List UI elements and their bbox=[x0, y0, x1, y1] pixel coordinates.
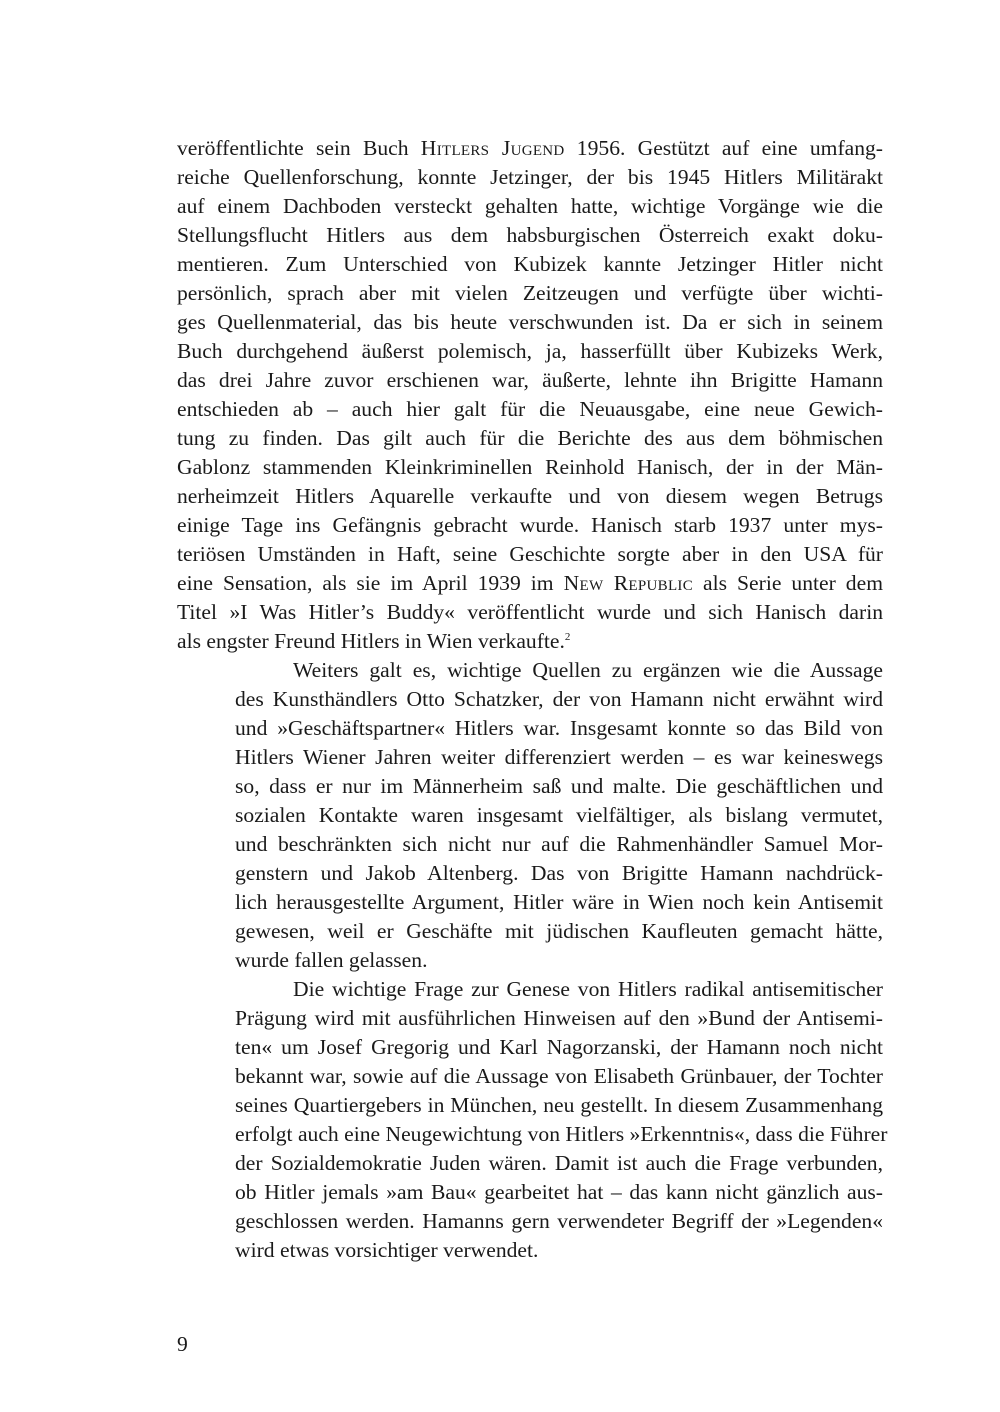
text-segment: entschieden ab – auch hier galt für die Neuausgabe, eine neue Gewich- bbox=[177, 397, 883, 421]
text-segment: und »Geschäftspartner« Hitlers war. Insgesamt konnte so das Bild von bbox=[235, 716, 883, 740]
text-line bbox=[177, 743, 883, 772]
text-line bbox=[177, 424, 883, 453]
text-segment: als engster Freund Hitlers in Wien verkaufte. bbox=[177, 629, 565, 653]
text-line bbox=[177, 279, 883, 308]
text-line bbox=[177, 772, 883, 801]
text-segment: ob Hitler jemals »am Bau« gearbeitet hat – das kann nicht gänzlich aus- bbox=[235, 1180, 883, 1204]
text-segment: lich herausgestellte Argument, Hitler wäre in Wien noch kein Antisemit bbox=[235, 890, 883, 914]
text-line bbox=[177, 395, 883, 424]
text-segment: und beschränkten sich nicht nur auf die Rahmenhändler Samuel Mor- bbox=[235, 832, 883, 856]
text-segment: tung zu finden. Das gilt auch für die Berichte des aus dem böhmischen bbox=[177, 426, 883, 450]
paragraph bbox=[177, 134, 883, 656]
title-smallcaps: New Republic bbox=[563, 571, 694, 595]
text-segment: wird etwas vorsichtiger verwendet. bbox=[235, 1238, 539, 1262]
text-line bbox=[177, 946, 883, 975]
text-segment: einige Tage ins Gefängnis gebracht wurde. Hanisch starb 1937 unter mys- bbox=[177, 513, 883, 537]
text-line bbox=[177, 598, 883, 627]
text-line bbox=[177, 163, 883, 192]
text-segment: persönlich, sprach aber mit vielen Zeitzeugen und verfügte über wichti- bbox=[177, 281, 883, 305]
text-segment: eine Sensation, als sie im April 1939 im bbox=[177, 571, 564, 595]
text-segment: auf einem Dachboden versteckt gehalten hatte, wichtige Vorgänge wie die bbox=[177, 194, 883, 218]
text-segment: der Sozialdemokratie Juden wären. Damit ist auch die Frage verbunden, bbox=[235, 1151, 883, 1175]
body-text bbox=[177, 134, 888, 1265]
text-line bbox=[177, 540, 883, 569]
text-line bbox=[177, 1149, 883, 1178]
paragraph bbox=[177, 975, 888, 1265]
text-line bbox=[177, 975, 883, 1004]
text-segment: ten« um Josef Gregorig und Karl Nagorzanski, der Hamann noch nicht bbox=[235, 1035, 883, 1059]
text-segment: Gablonz stammenden Kleinkriminellen Reinhold Hanisch, der in der Män- bbox=[177, 455, 883, 479]
text-line bbox=[177, 482, 883, 511]
text-segment: wurde fallen gelassen. bbox=[235, 948, 428, 972]
text-line bbox=[177, 1178, 883, 1207]
text-line bbox=[177, 221, 883, 250]
text-line bbox=[177, 1033, 883, 1062]
text-line bbox=[177, 859, 883, 888]
text-segment: Buch durchgehend äußerst polemisch, ja, hasserfüllt über Kubizeks Werk, bbox=[177, 339, 883, 363]
text-segment: geschlossen werden. Hamanns gern verwendeter Begriff der »Legenden« bbox=[235, 1209, 883, 1233]
text-line bbox=[177, 830, 883, 859]
text-line bbox=[177, 308, 883, 337]
text-line bbox=[177, 714, 883, 743]
text-line bbox=[177, 1004, 883, 1033]
text-line bbox=[177, 569, 883, 598]
text-segment: mentieren. Zum Unterschied von Kubizek kannte Jetzinger Hitler nicht bbox=[177, 252, 883, 276]
text-line bbox=[177, 134, 883, 163]
text-line bbox=[177, 1236, 883, 1265]
text-line bbox=[177, 511, 883, 540]
text-segment: Die wichtige Frage zur Genese von Hitlers radikal antisemitischer bbox=[293, 977, 883, 1001]
text-segment: teriösen Umständen in Haft, seine Geschichte sorgte aber in den USA für bbox=[177, 542, 883, 566]
text-segment: erfolgt auch eine Neugewichtung von Hitlers »Erkenntnis«, dass die Führer bbox=[235, 1122, 888, 1146]
text-segment: nerheimzeit Hitlers Aquarelle verkaufte und von diesem wegen Betrugs bbox=[177, 484, 883, 508]
paragraph bbox=[177, 656, 883, 975]
text-line bbox=[177, 801, 883, 830]
text-line bbox=[177, 453, 883, 482]
text-line bbox=[177, 366, 883, 395]
text-segment: des Kunsthändlers Otto Schatzker, der von Hamann nicht erwähnt wird bbox=[235, 687, 883, 711]
text-segment: das drei Jahre zuvor erschienen war, äußerte, lehnte ihn Brigitte Hamann bbox=[177, 368, 883, 392]
text-segment: Stellungsflucht Hitlers aus dem habsburgischen Österreich exakt doku- bbox=[177, 223, 883, 247]
text-line bbox=[177, 685, 883, 714]
text-line bbox=[177, 888, 883, 917]
text-segment: ges Quellenmaterial, das bis heute verschwunden ist. Da er sich in seinem bbox=[177, 310, 883, 334]
text-segment: Titel »I Was Hitler’s Buddy« veröffentlicht wurde und sich Hanisch darin bbox=[177, 600, 883, 624]
text-segment: als Serie unter dem bbox=[693, 571, 883, 595]
text-segment: veröffentlichte sein Buch bbox=[177, 136, 421, 160]
text-line bbox=[177, 250, 883, 279]
title-smallcaps: Hitlers Jugend bbox=[420, 136, 565, 160]
text-segment: so, dass er nur im Männerheim saß und malte. Die geschäftlichen und bbox=[235, 774, 883, 798]
footnote-marker: 2 bbox=[564, 630, 571, 643]
text-segment: sozialen Kontakte waren insgesamt vielfältiger, als bislang vermutet, bbox=[235, 803, 883, 827]
text-segment: reiche Quellenforschung, konnte Jetzinger, der bis 1945 Hitlers Militärakt bbox=[177, 165, 883, 189]
text-line bbox=[177, 1207, 883, 1236]
text-segment: genstern und Jakob Altenberg. Das von Brigitte Hamann nachdrück- bbox=[235, 861, 883, 885]
text-line bbox=[177, 1091, 883, 1120]
text-segment: gewesen, weil er Geschäfte mit jüdischen Kaufleuten gemacht hätte, bbox=[235, 919, 883, 943]
text-line bbox=[177, 1062, 883, 1091]
text-line bbox=[177, 627, 883, 656]
text-line bbox=[177, 192, 883, 221]
text-segment: seines Quartiergebers in München, neu gestellt. In diesem Zusammenhang bbox=[235, 1093, 883, 1117]
text-line bbox=[177, 656, 883, 685]
text-segment: 1956. Gestützt auf eine umfang- bbox=[564, 136, 884, 160]
text-segment: Prägung wird mit ausführlichen Hinweisen auf den »Bund der Antisemi- bbox=[235, 1006, 883, 1030]
text-line bbox=[177, 1120, 888, 1149]
text-segment: Weiters galt es, wichtige Quellen zu ergänzen wie die Aussage bbox=[293, 658, 883, 682]
text-segment: Hitlers Wiener Jahren weiter differenziert werden – es war keineswegs bbox=[235, 745, 883, 769]
text-line bbox=[177, 337, 883, 366]
text-segment: bekannt war, sowie auf die Aussage von Elisabeth Grünbauer, der Tochter bbox=[235, 1064, 883, 1088]
text-line bbox=[177, 917, 883, 946]
page-number: 9 bbox=[177, 1332, 188, 1356]
